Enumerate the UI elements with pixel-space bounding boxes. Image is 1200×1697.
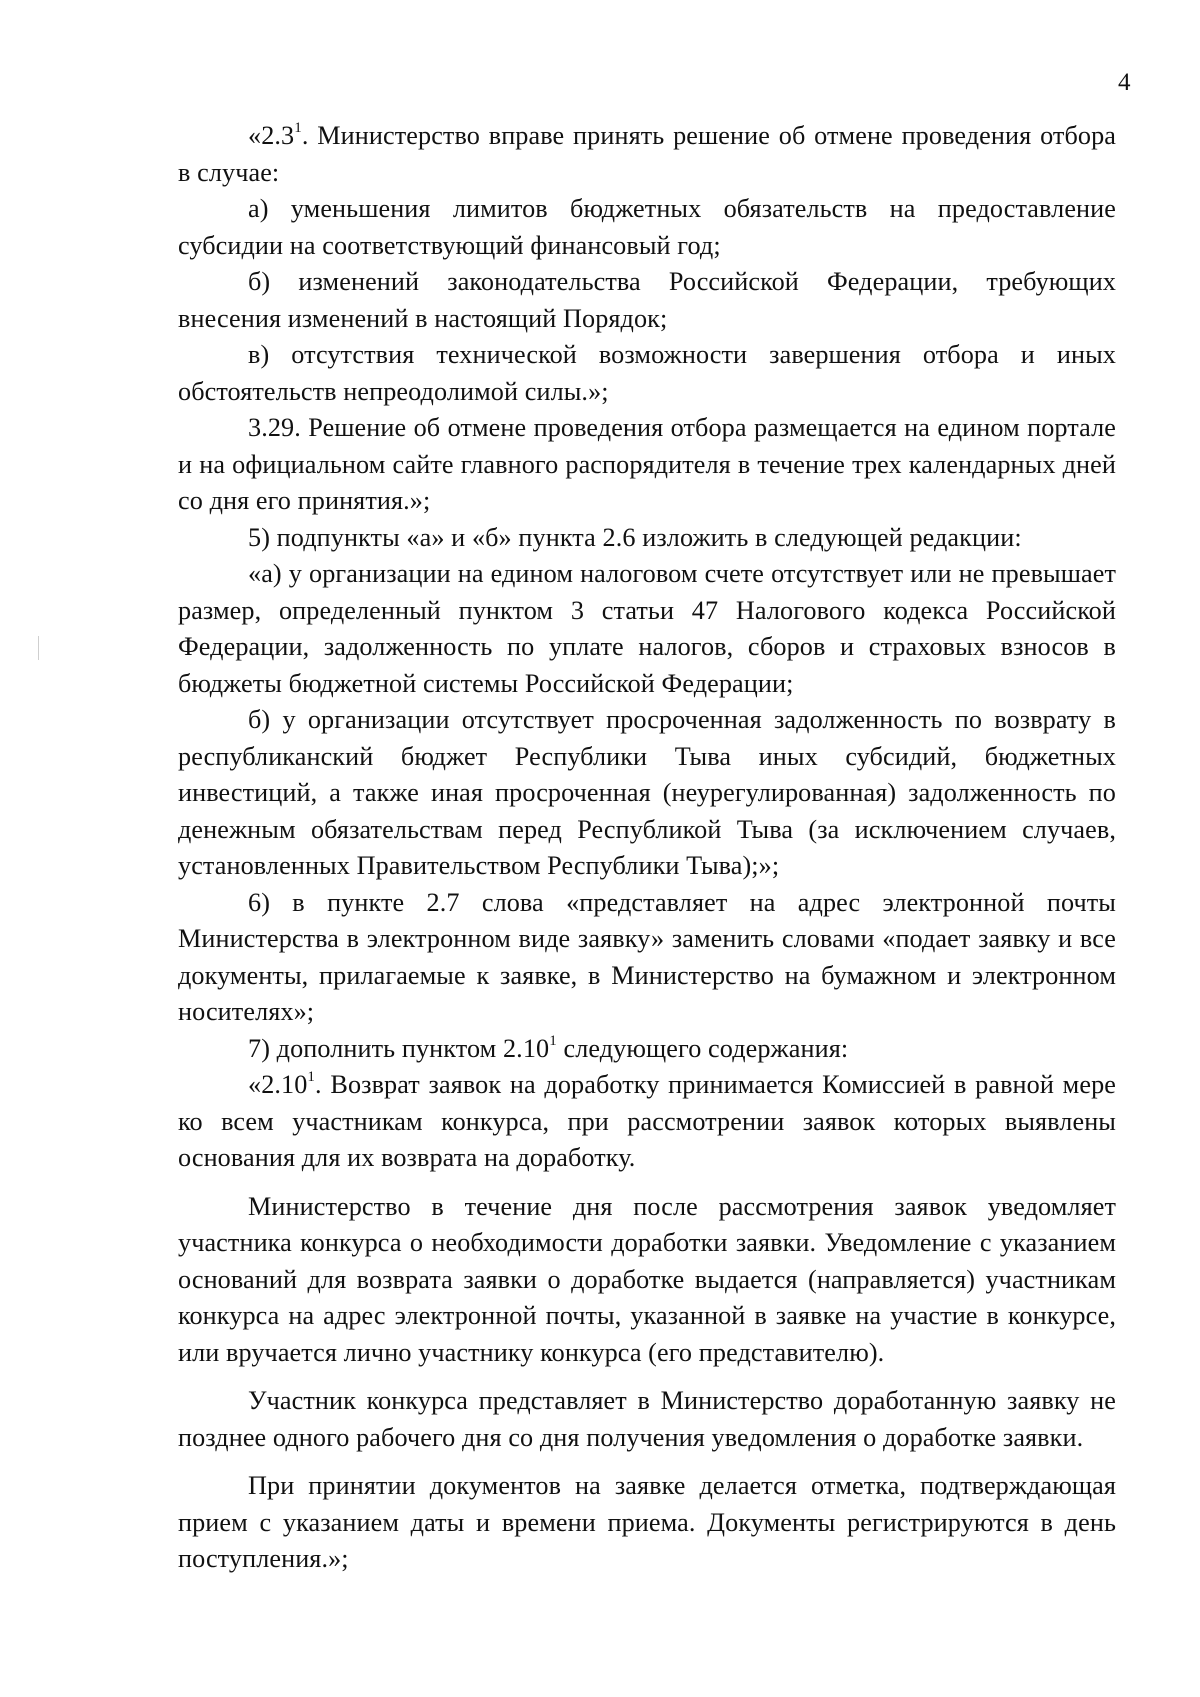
paragraph-subitem-a: а) уменьшения лимитов бюджетных обязательств на предоставление субсидии на соответствующий финансовый год; (178, 194, 1116, 260)
paragraph-subitem-v: в) отсутствия технической возможности завершения отбора и иных обстоятельств непреодолимой силы.»; (178, 340, 1116, 406)
paragraph-item-6: 6) в пункте 2.7 слова «представляет на адрес электронной почты Министерства в электронном виде заявку» заменить словами «подает заявку и все документы, прилагаемые к заявке, в Министерство на бумажном и электронном носителях»; (178, 887, 1116, 1026)
paragraph-item-5-a: «а) у организации на едином налоговом счете отсутствует или не превышает размер, определенный пунктом 3 статьи 47 Налогового кодекса Российской Федерации, задолженность по уплате налогов, сборов и страховых взносов в бюджеты бюджетной системы Российской Федерации; (178, 559, 1116, 698)
paragraph-3-29: 3.29. Решение об отмене проведения отбора размещается на едином портале и на официальном сайте главного распорядителя в течение трех календарных дней со дня его принятия.»; (178, 413, 1116, 515)
paragraph-ministry-notice: Министерство в течение дня после рассмотрения заявок уведомляет участника конкурса о необходимости доработки заявки. Уведомление с указанием оснований для возврата заявки о доработке выдается (направляется) участникам конкурса на адрес электронной почты, указанной в заявке на участие в конкурсе, или вручается лично участнику конкурса (его представителю). (178, 1191, 1116, 1367)
paragraph-subitem-b: б) изменений законодательства Российской Федерации, требующих внесения изменений в настоящий Порядок; (178, 267, 1116, 333)
paragraph-2-3-1: «$2.3^1$. Министерство вправе принять решение об отмене проведения отбора в случае: (178, 120, 1116, 187)
page-number: 4 (1118, 69, 1131, 96)
document-body (178, 118, 1116, 1578)
paragraph-item-5: 5) подпункты «а» и «б» пункта 2.6 изложить в следующей редакции: (248, 522, 1022, 552)
paragraph-item-5-b: б) у организации отсутствует просроченная задолженность по возврату в республиканский бюджет Республики Тыва иных субсидий, бюджетных инвестиций, а также иная просроченная (неурегулированная) задолженность по денежным обязательствам перед Республикой Тыва (за исключением случаев, установленных Правительством Республики Тыва);»; (178, 705, 1116, 880)
paragraph-item-7: 7) дополнить пунктом 2.10$^1$ следующего содержания: (248, 1032, 849, 1063)
paragraph-participant: Участник конкурса представляет в Министерство доработанную заявку не позднее одного рабочего дня со дня получения уведомления о доработке заявки. (178, 1386, 1116, 1452)
paragraph-2-10-1: «2.10$^1$. Возврат заявок на доработку принимается Комиссией в равной мере ко всем участникам конкурса, при рассмотрении заявок которых выявлены основания для их возврата на доработку. (178, 1069, 1116, 1172)
paragraph-acceptance: При принятии документов на заявке делается отметка, подтверждающая прием с указанием даты и времени приема. Документы регистрируются в день поступления.»; (178, 1471, 1116, 1573)
scan-artifact (38, 636, 39, 660)
